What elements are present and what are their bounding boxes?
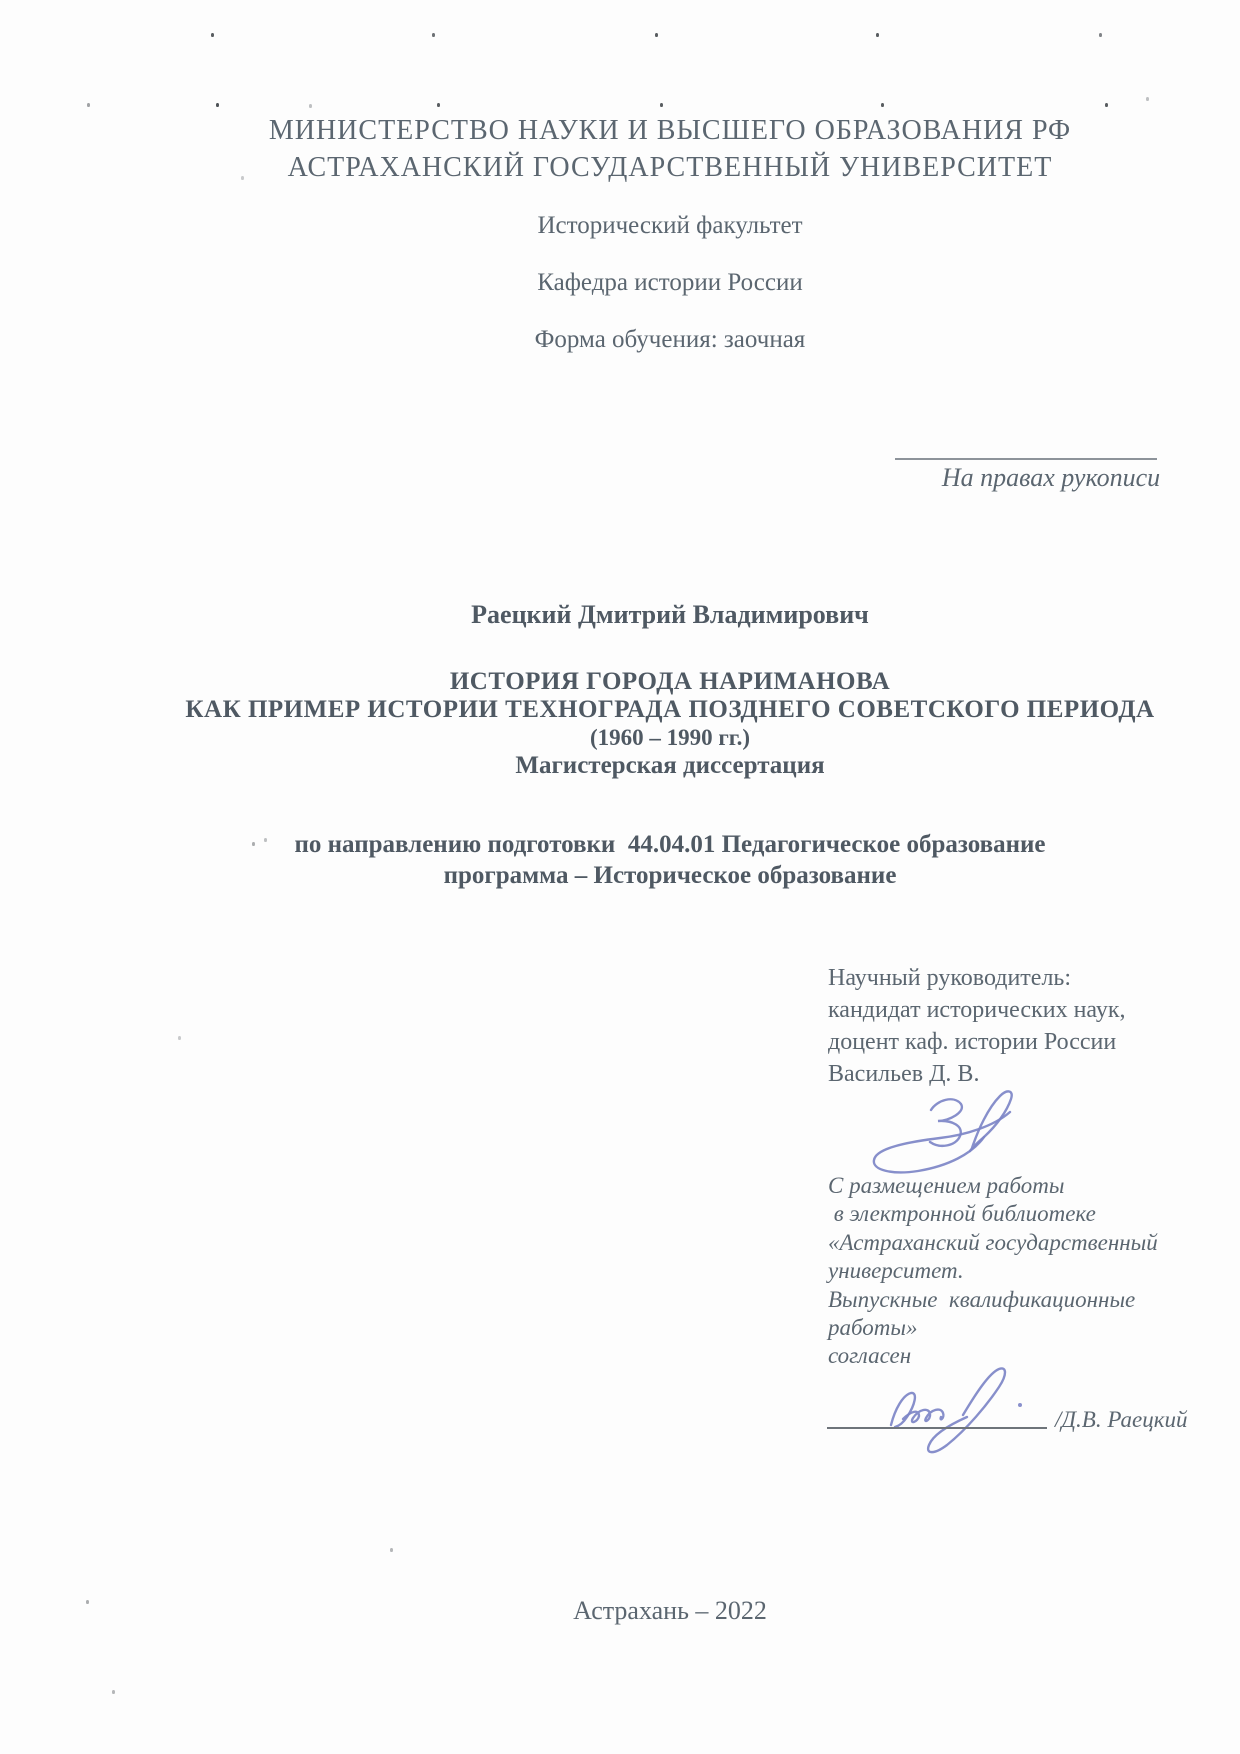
scan-speck: [1146, 97, 1149, 101]
scan-speck: [655, 33, 658, 37]
thesis-title-line1: ИСТОРИЯ ГОРОДА НАРИМАНОВА: [449, 668, 891, 695]
city-year: Астрахань – 2022: [573, 1596, 767, 1625]
scan-speck: [1105, 103, 1108, 107]
study-form-line: Форма обучения: заочная: [534, 326, 806, 353]
consent-line: согласен: [828, 1343, 912, 1369]
manuscript-rule: [895, 458, 1157, 460]
faculty-line: Исторический факультет: [537, 212, 803, 239]
supervisor-degree: кандидат исторических наук,: [828, 997, 1126, 1023]
supervisor-name: Васильев Д. В.: [828, 1061, 980, 1087]
consent-line: работы»: [828, 1315, 918, 1341]
scan-speck: [87, 103, 90, 107]
scan-speck: [216, 103, 219, 107]
thesis-years: (1960 – 1990 гг.): [589, 725, 751, 750]
scan-speck: [112, 1690, 115, 1694]
manuscript-note: На правах рукописи: [941, 463, 1161, 492]
author-signature-icon: [843, 1363, 1038, 1468]
supervisor-signature-icon: [860, 1080, 1025, 1180]
scan-speck: [1099, 33, 1102, 37]
signature-line: [827, 1427, 1047, 1429]
consent-line: «Астраханский государственный: [828, 1229, 1158, 1255]
program-line2: программа – Историческое образование: [443, 862, 897, 889]
author-name: Раецкий Дмитрий Владимирович: [471, 600, 869, 629]
supervisor-label: Научный руководитель:: [828, 965, 1072, 991]
scan-speck: [178, 1036, 181, 1040]
signature-caption: /Д.В. Раецкий: [1055, 1407, 1188, 1432]
ministry-line: МИНИСТЕРСТВО НАУКИ И ВЫСШЕГО ОБРАЗОВАНИЯ РФ: [268, 115, 1072, 146]
consent-line: в электронной библиотеке: [828, 1201, 1096, 1227]
scan-speck: [86, 1600, 89, 1604]
scan-speck: [881, 103, 884, 107]
scan-speck: [309, 104, 312, 108]
scan-speck: [876, 33, 879, 37]
consent-line: университет.: [828, 1258, 964, 1284]
consent-line: Выпускные квалификационные: [828, 1286, 1136, 1312]
work-type: Магистерская диссертация: [515, 752, 825, 779]
scan-speck: [432, 33, 435, 37]
supervisor-position: доцент каф. истории России: [828, 1029, 1117, 1055]
university-line: АСТРАХАНСКИЙ ГОСУДАРСТВЕННЫЙ УНИВЕРСИТЕТ: [287, 152, 1053, 183]
program-line1: по направлению подготовки 44.04.01 Педагогическое образование: [294, 831, 1046, 858]
consent-block: [828, 1172, 1198, 1371]
supervisor-block: [828, 962, 1188, 1090]
scan-speck: [211, 33, 214, 37]
scan-speck: [390, 1548, 393, 1552]
scan-speck: [660, 103, 663, 107]
thesis-title-line2: КАК ПРИМЕР ИСТОРИИ ТЕХНОГРАДА ПОЗДНЕГО СОВЕТСКОГО ПЕРИОДА: [185, 696, 1155, 723]
scan-speck: [437, 103, 440, 107]
department-line: Кафедра истории России: [537, 269, 803, 296]
consent-line: С размещением работы: [828, 1173, 1065, 1198]
